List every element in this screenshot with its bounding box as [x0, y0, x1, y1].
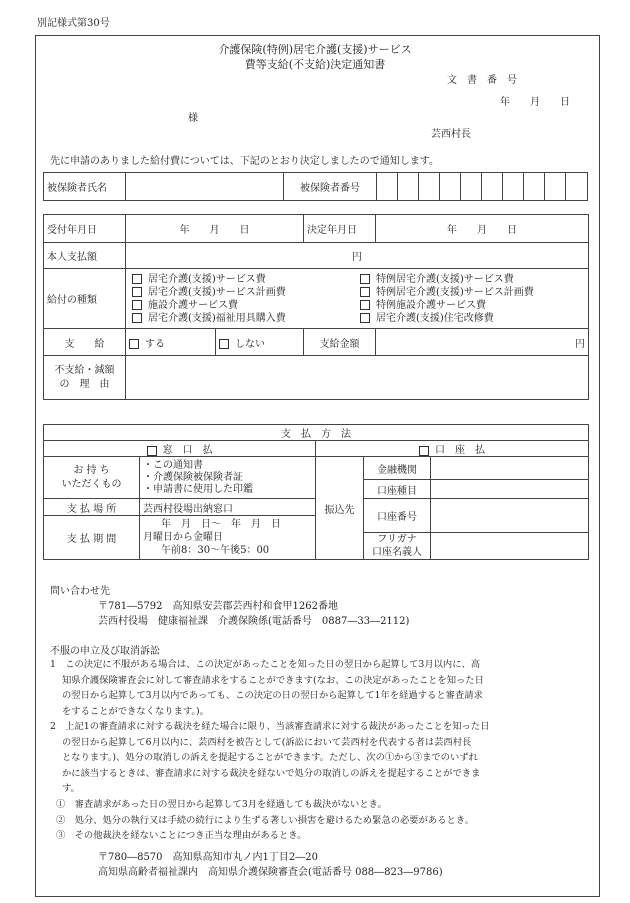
list-item: ③ その他裁決を経ないことにつき正当な理由があるとき。 [56, 830, 307, 841]
appeal-heading: 不服の申立及び取消訴訟 [50, 646, 160, 657]
contact-heading: 問い合わせ先 [50, 586, 110, 597]
insured-number-digit[interactable] [481, 173, 502, 201]
received-date-label: 受付年月日 [44, 215, 126, 243]
issuer-name: 芸西村長 [431, 129, 471, 140]
benefit-option[interactable]: 居宅介護(支援)福祉用具購入費 [132, 312, 360, 325]
payment-period-label: 支 払 期 間 [44, 516, 140, 560]
benefit-option[interactable]: 施設介護サービス費 [132, 299, 360, 312]
benefit-option[interactable]: 特例施設介護サービス費 [360, 299, 534, 312]
benefit-option[interactable]: 特例居宅介護(支援)サービス費 [360, 273, 534, 286]
insured-number-digit[interactable] [523, 173, 544, 201]
account-type-label: 口座種目 [364, 480, 431, 499]
checkbox-icon[interactable] [132, 313, 142, 323]
form-number-label: 別記様式第30号 [37, 18, 110, 29]
document-title-line-1: 介護保険(特例)居宅介護(支援)サービス [218, 43, 412, 56]
payment-period-value: 年 月 日～ 年 月 日 月曜日から金曜日 午前8：30～午後5：00 [140, 516, 316, 560]
payment-amount-label: 支給金額 [304, 329, 376, 356]
document-title-line-2: 費等支給(不支給)決定通知書 [244, 58, 386, 71]
document-number-label: 文 書 番 号 [447, 75, 517, 86]
checkbox-icon[interactable] [129, 339, 139, 349]
self-pay-label: 本人支払額 [44, 243, 126, 269]
checkbox-icon[interactable] [360, 313, 370, 323]
council-address: 〒780―8570 高知県高知市丸ノ内1丁目2―20 [98, 852, 318, 863]
reason-field[interactable] [126, 356, 589, 400]
insured-number-digit[interactable] [565, 173, 587, 201]
insured-name-label: 被保険者氏名 [44, 173, 126, 201]
checkbox-icon[interactable] [132, 287, 142, 297]
checkbox-icon[interactable] [419, 446, 429, 456]
bank-label: 金融機関 [364, 457, 431, 480]
bring-items-list: ・この通知書 ・介護保険被保険者証 ・申請書に使用した印鑑 [140, 457, 316, 499]
decision-date-field[interactable]: 年 月 日 [376, 215, 589, 243]
reason-label: 不支給・減額 の 理 由 [44, 356, 126, 400]
checkbox-icon[interactable] [360, 300, 370, 310]
payment-place-value: 芸西村役場出納窓口 [140, 499, 316, 516]
account-type-field[interactable] [431, 480, 589, 499]
appeal-exceptions-list [56, 797, 474, 844]
benefit-type-options [126, 269, 589, 329]
transfer-label: 振込先 [316, 457, 364, 560]
benefit-type-label: 給付の種類 [44, 269, 126, 329]
contact-address: 〒781―5792 高知県安芸郡芸西村和食甲1262番地 [98, 601, 338, 612]
appeal-paragraph-1: 1 この決定に不服がある場合は、この決定があったことを知った日の翌日から起算して3月以内に、高 知県介護保険審査会に対して審査請求をすることができます(なお、この決定があったことを知った日 の翌日から起算して3月以内であっても、この決定の日の翌日から起算して1年を経過すると審査請求 をすることができなくなります。)。 [50, 659, 484, 717]
insured-number-digit[interactable] [460, 173, 481, 201]
checkbox-icon[interactable] [132, 300, 142, 310]
counter-payment-option[interactable]: 窓 口 払 [44, 441, 316, 457]
account-holder-label: フリガナ 口座名義人 [364, 533, 431, 560]
payment-method-header: 支 払 方 法 [44, 425, 589, 441]
received-date-field[interactable]: 年 月 日 [126, 215, 304, 243]
payment-label: 支 給 [44, 329, 126, 356]
payment-amount-unit: 円 [575, 338, 585, 350]
benefit-option[interactable]: 居宅介護(支援)サービス計画費 [132, 286, 360, 299]
intro-text: 先に申請のありました給付費については、下記のとおり決定しましたので通知します。 [50, 156, 439, 167]
pay-no-option[interactable]: しない [216, 329, 304, 356]
bank-field[interactable] [431, 457, 589, 480]
pay-yes-option[interactable]: する [126, 329, 216, 356]
self-pay-unit: 円 [352, 252, 362, 263]
insured-number-digit[interactable] [439, 173, 460, 201]
addressee-suffix: 様 [188, 113, 198, 124]
checkbox-icon[interactable] [360, 287, 370, 297]
bring-items-label: お 持 ち いただくもの [44, 457, 140, 499]
insured-name-field[interactable] [126, 173, 284, 201]
insured-number-digit[interactable] [376, 173, 397, 201]
checkbox-icon[interactable] [147, 446, 157, 456]
payment-method-table [43, 424, 589, 560]
council-office: 高知県高齢者福祉課内 高知県介護保険審査会(電話番号 088―823―9786) [98, 867, 443, 878]
list-item: ② 処分、処分の執行又は手続の続行により生ずる著しい損害を避けるため緊急の必要があるとき。 [56, 814, 474, 826]
insured-number-digit[interactable] [502, 173, 523, 201]
benefit-option[interactable]: 居宅介護(支援)サービス費 [132, 273, 360, 286]
insured-info-table [43, 172, 588, 201]
account-payment-option[interactable]: 口 座 払 [316, 441, 589, 457]
payment-amount-field[interactable] [376, 329, 589, 356]
decision-table [43, 214, 589, 400]
checkbox-icon[interactable] [360, 274, 370, 284]
insured-number-label: 被保険者番号 [284, 173, 376, 201]
checkbox-icon[interactable] [132, 274, 142, 284]
insured-number-digit[interactable] [418, 173, 439, 201]
benefit-option[interactable]: 居宅介護(支援)住宅改修費 [360, 312, 534, 325]
payment-place-label: 支 払 場 所 [44, 499, 140, 516]
account-holder-field[interactable] [431, 533, 589, 560]
issue-date: 年 月 日 [500, 97, 570, 108]
appeal-paragraph-2: 2 上記1の審査請求に対する裁決を経た場合に限り、当該審査請求に対する裁決があったことを知った日 の翌日から起算して6月以内に、芸西村を被告として(訴訟において芸西村を代表する者は芸西村長 となります。)、処分の取消しの訴えを提起することができます。ただし、次の①から③までのいずれ かに該当するときは、審査請求に対する裁決を経ないで処分の取消しの訴えを提起することができま す。 [50, 721, 490, 794]
account-number-label: 口座番号 [364, 499, 431, 533]
contact-office: 芸西村役場 健康福祉課 介護保険係(電話番号 0887―33―2112) [98, 616, 410, 627]
benefit-option[interactable]: 特例居宅介護(支援)サービス計画費 [360, 286, 534, 299]
self-pay-field[interactable] [126, 243, 589, 269]
decision-date-label: 決定年月日 [304, 215, 376, 243]
checkbox-icon[interactable] [219, 339, 229, 349]
list-item: ① 審査請求があった日の翌日から起算して3月を経過しても裁決がないとき。 [56, 799, 387, 810]
insured-number-digit[interactable] [397, 173, 418, 201]
account-number-field[interactable] [431, 499, 589, 533]
insured-number-digit[interactable] [544, 173, 565, 201]
